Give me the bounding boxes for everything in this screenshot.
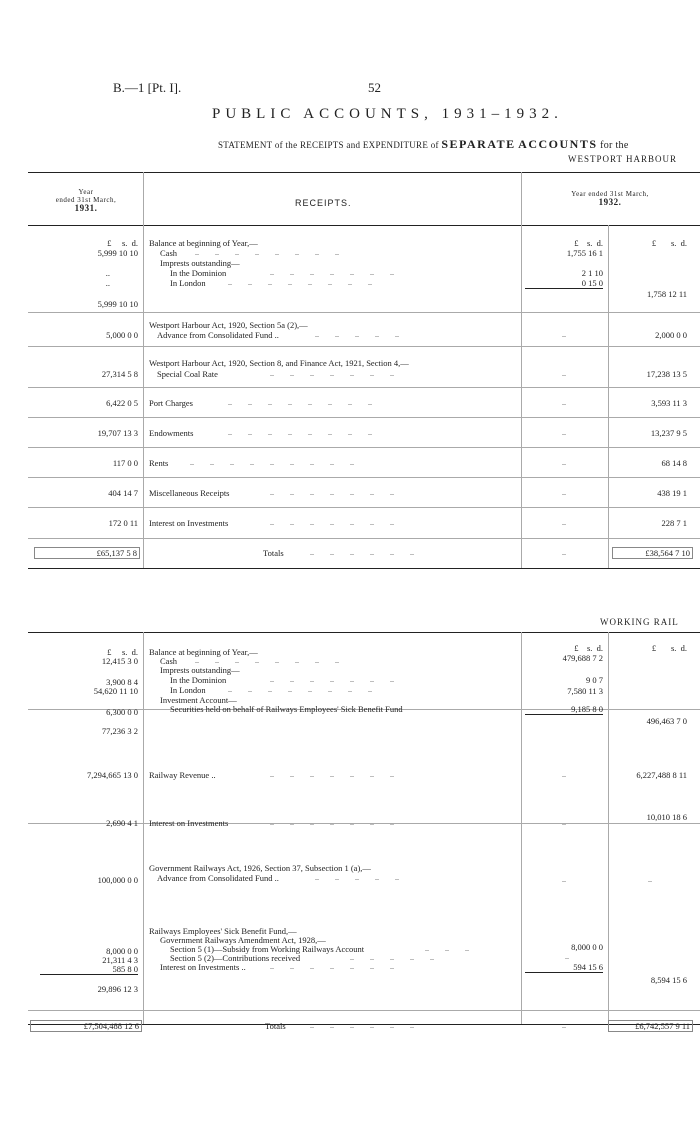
leader-dots: .. .. ..	[425, 944, 469, 953]
leader-dots: .. .. .. .. .. .. .. ..	[228, 685, 372, 694]
leader-dots: .. .. .. .. .. .. ..	[270, 369, 394, 378]
table-bottom-rule	[28, 568, 700, 569]
empty-mark: ..	[562, 818, 566, 827]
column-divider	[521, 172, 522, 568]
column-divider	[608, 632, 609, 1024]
row-divider	[28, 312, 700, 313]
empty-mark: ..	[562, 518, 566, 527]
row-label: Cash	[160, 656, 177, 666]
value-1932: 2,000 0 0	[655, 330, 687, 340]
leader-dots: .. .. .. .. .. .. .. ..	[195, 656, 339, 665]
value-1932-total: 496,463 7 0	[646, 716, 687, 726]
row-divider	[28, 1010, 700, 1011]
row-label: Special Coal Rate	[157, 369, 218, 379]
row-label: Interest on Investments ..	[160, 962, 246, 972]
row-label: Interest on Investments	[149, 818, 229, 828]
unit-header: £ s. d.	[574, 238, 603, 248]
value-1932-detail: 479,688 7 2	[562, 653, 603, 663]
leader-dots: .. .. .. .. ..	[315, 330, 399, 339]
value-1931: 5,999 10 10	[97, 248, 138, 258]
value-1932: 228 7 1	[661, 518, 687, 528]
value-1931: ..	[105, 278, 110, 288]
unit-header: £ s. d.	[574, 643, 603, 653]
unit-header: £ s. d.	[107, 647, 138, 657]
value-1932-detail: 2 1 10	[581, 268, 603, 278]
value-1931: 172 0 11	[108, 518, 138, 528]
page-number: 52	[368, 80, 381, 95]
leader-dots: .. .. .. .. .. ..	[310, 548, 414, 557]
value-1932: 13,237 9 5	[650, 428, 687, 438]
value-1932-detail: 8,000 0 0	[571, 942, 603, 952]
row-label: Advance from Consolidated Fund ..	[157, 873, 279, 883]
leader-dots: .. .. .. .. .. .. ..	[270, 962, 394, 971]
row-label: Port Charges	[149, 398, 193, 408]
total-1931: £7,504,488 12 6	[30, 1020, 142, 1032]
value-1931: 585 8 0	[40, 964, 138, 975]
row-label: Cash	[160, 248, 177, 258]
row-label: Interest on Investments	[149, 518, 229, 528]
value-1932-total: 8,594 15 6	[650, 975, 687, 985]
header-year-value: 1932.	[598, 197, 622, 207]
row-label: Imprests outstanding—	[160, 665, 240, 675]
leader-dots: .. .. .. .. .. .. .. ..	[228, 398, 372, 407]
statement-heading	[218, 137, 629, 152]
statement-text-d: for the	[600, 140, 629, 151]
value-1932: 68 14 8	[661, 458, 687, 468]
row-label: In the Dominion	[170, 675, 227, 685]
value-1932: 10,010 18 6	[646, 812, 687, 822]
value-1931: ..	[105, 268, 110, 278]
row-label: Endowments	[149, 428, 194, 438]
value-1931: 2,690 4 1	[106, 818, 138, 828]
row-label: Westport Harbour Act, 1920, Section 5a (2),—	[149, 320, 308, 330]
table-top-rule	[28, 172, 700, 173]
value-1931: 21,311 4 3	[102, 955, 138, 965]
header-receipts: RECEIPTS.	[295, 198, 352, 208]
unit-header: £ s. d.	[651, 643, 687, 653]
row-label: In London	[170, 278, 206, 288]
value-1931: 19,707 13 3	[97, 428, 138, 438]
unit-header: £ s. d.	[651, 238, 687, 248]
column-divider	[143, 632, 144, 1024]
row-divider	[28, 477, 700, 478]
empty-mark: ..	[562, 398, 566, 407]
value-1932-detail: 7,580 11 3	[567, 686, 603, 696]
value-1931: 6,300 0 0	[106, 707, 138, 717]
leader-dots: .. .. .. .. .. .. .. .. ..	[190, 458, 354, 467]
document-title: PUBLIC ACCOUNTS, 1931–1932.	[212, 106, 563, 122]
value-1931: 12,415 3 0	[101, 656, 138, 666]
value-1931: 27,314 5 8	[101, 369, 138, 379]
header-year-ended: ended 31st March,	[55, 196, 117, 204]
row-label: Investment Account—	[160, 695, 237, 705]
row-label: Miscellaneous Receipts	[149, 488, 230, 498]
account-name-westport: WESTPORT HARBOUR	[568, 154, 678, 164]
header-year-1931	[36, 188, 136, 212]
header-year-value: 1931.	[74, 203, 98, 213]
row-label: In London	[170, 685, 206, 695]
leader-dots: .. .. .. .. ..	[315, 873, 399, 882]
totals-label: Totals	[263, 548, 284, 558]
row-label: Government Railways Act, 1926, Section 37, Subsection 1 (a),—	[149, 863, 371, 873]
value-1932: 6,227,488 8 11	[636, 770, 687, 780]
value-1931-total: 5,999 10 10	[97, 299, 138, 309]
value-1932-detail: 0 15 0	[525, 278, 603, 289]
value-1932-detail: 594 15 6	[525, 962, 603, 973]
table-top-rule	[28, 632, 700, 633]
row-label: Balance at beginning of Year,—	[149, 238, 258, 248]
statement-text-c: ACCOUNTS	[518, 137, 598, 151]
value-1932-detail: 1,755 16 1	[566, 248, 603, 258]
leader-dots: .. .. .. .. .. .. .. ..	[195, 248, 339, 257]
row-label: Imprests outstanding—	[160, 258, 240, 268]
value-1932: 438 19 1	[657, 488, 687, 498]
total-1932: £6,742,557 9 11	[608, 1020, 693, 1032]
value-1932-detail: ..	[565, 952, 569, 961]
value-1931: 8,000 0 0	[106, 946, 138, 956]
empty-mark: ..	[562, 548, 566, 557]
total-1932: £38,564 7 10	[612, 547, 693, 559]
value-1932: 3,593 11 3	[651, 398, 687, 408]
column-divider	[143, 172, 144, 568]
leader-dots: .. .. .. .. .. .. .. ..	[228, 428, 372, 437]
row-divider	[28, 447, 700, 448]
value-1931-total: 77,236 3 2	[101, 726, 138, 736]
header-year-ended: Year ended 31st March,	[571, 190, 649, 198]
value-1932-detail: 9 0 7	[586, 675, 603, 685]
value-1932-total: 1,758 12 11	[646, 289, 687, 299]
empty-mark: ..	[562, 1021, 566, 1030]
leader-dots: .. .. .. .. .. .. ..	[270, 770, 394, 779]
row-label: Section 5 (1)—Subsidy from Working Railways Account	[170, 944, 365, 954]
header-year-label: Year	[78, 188, 94, 196]
row-divider	[28, 387, 700, 388]
value-1931: 54,620 11 10	[93, 686, 138, 696]
header-year-1932	[540, 190, 680, 206]
row-divider	[28, 417, 700, 418]
column-divider	[608, 225, 609, 568]
row-label: Rents	[149, 458, 169, 468]
row-label: Section 5 (2)—Contributions received	[170, 953, 301, 963]
value-1931-total: 29,896 12 3	[97, 984, 138, 994]
leader-dots: .. .. .. .. .. .. ..	[270, 518, 394, 527]
row-label: In the Dominion	[170, 268, 227, 278]
leader-dots: .. .. .. .. .. .. ..	[270, 675, 394, 684]
empty-mark: ..	[562, 875, 566, 884]
value-1931: 117 0 0	[112, 458, 138, 468]
statement-text-b: SEPARATE	[441, 137, 516, 151]
row-divider	[28, 507, 700, 508]
unit-header: £ s. d.	[107, 238, 138, 248]
value-1931: 6,422 0 5	[106, 398, 138, 408]
statement-text-a: STATEMENT of the RECEIPTS and EXPENDITURE of	[218, 140, 439, 150]
account-name-railways: WORKING RAIL	[600, 617, 679, 627]
leader-dots: .. .. .. .. ..	[350, 953, 434, 962]
total-1931: £65,137 5 8	[34, 547, 140, 559]
row-divider	[28, 346, 700, 347]
row-divider	[28, 538, 700, 539]
leader-dots: .. .. .. .. .. .. ..	[270, 268, 394, 277]
value-1931: 3,900 8 4	[106, 677, 138, 687]
row-label: Government Railways Amendment Act, 1928,—	[160, 935, 326, 945]
empty-mark: ..	[562, 770, 566, 779]
value-1932-detail: 9,185 8 0	[525, 704, 603, 715]
row-label: Advance from Consolidated Fund ..	[157, 330, 279, 340]
leader-dots: .. .. .. .. .. .. ..	[270, 818, 394, 827]
value-1931: 7,294,665 13 0	[87, 770, 138, 780]
empty-mark: ..	[562, 458, 566, 467]
empty-mark: ..	[562, 369, 566, 378]
row-label: Balance at beginning of Year,—	[149, 647, 258, 657]
row-label: Railways Employees' Sick Benefit Fund,—	[149, 926, 297, 936]
table-header-rule	[28, 225, 700, 226]
value-1931: 5,000 0 0	[106, 330, 138, 340]
leader-dots: .. .. .. .. .. .. .. ..	[228, 278, 372, 287]
value-1932: 17,238 13 5	[646, 369, 687, 379]
value-1931: 100,000 0 0	[97, 875, 138, 885]
page-reference: B.—1 [Pt. I].	[113, 80, 182, 95]
column-divider	[521, 632, 522, 1024]
row-label: Westport Harbour Act, 1920, Section 8, and Finance Act, 1921, Section 4,—	[149, 358, 409, 368]
value-1931: 404 14 7	[108, 488, 138, 498]
empty-mark: ..	[562, 428, 566, 437]
totals-label: Totals	[265, 1021, 286, 1031]
empty-mark: ..	[562, 488, 566, 497]
empty-mark: ..	[562, 330, 566, 339]
value-1932: ..	[648, 875, 652, 884]
row-label: Railway Revenue ..	[149, 770, 216, 780]
leader-dots: .. .. .. .. .. ..	[310, 1021, 414, 1030]
leader-dots: .. .. .. .. .. .. ..	[270, 488, 394, 497]
row-label: Securities held on behalf of Railways Employees' Sick Benefit Fund	[170, 704, 403, 714]
